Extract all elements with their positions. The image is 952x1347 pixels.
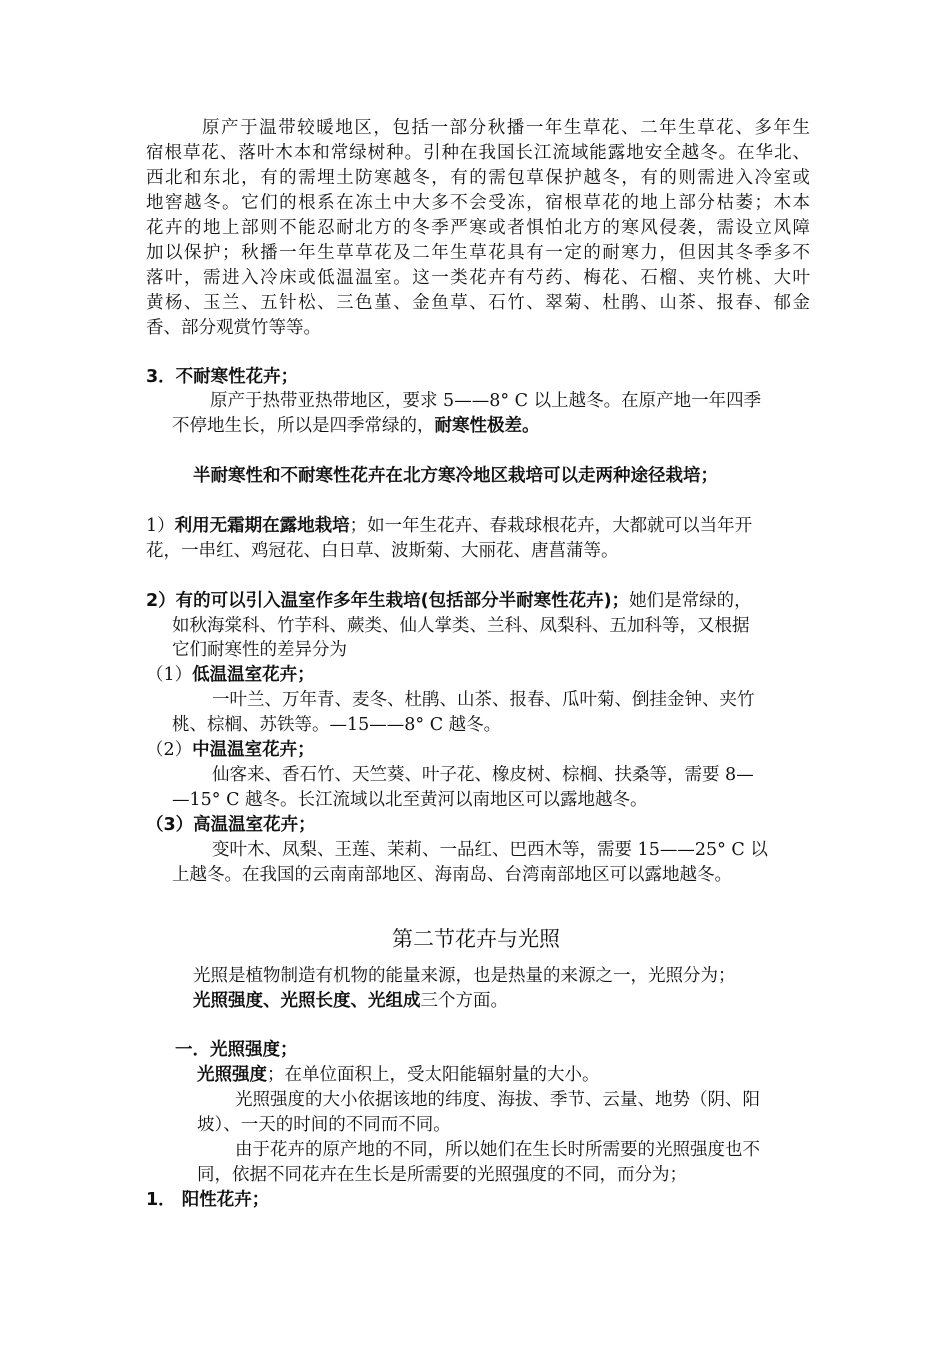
low-greenhouse-line: 桃、棕榈、苏铁等。—15——8° C 越冬。: [172, 715, 502, 735]
light-intensity-definition: 光照强度；在单位面积上，受太阳能辐射量的大小。: [197, 1065, 600, 1085]
heading-sun-plants: 1． 阳性花卉；: [146, 1190, 270, 1210]
cultivation-ways-title: 半耐寒性和不耐寒性花卉在北方寒冷地区栽培可以走两种途径栽培；: [193, 466, 718, 486]
heading-high-greenhouse: （3）高温温室花卉；: [146, 815, 316, 835]
intro-line: 地窖越冬。它们的根系在冻土中大多不会受冻，宿根草花的地上部分枯萎；木本: [146, 193, 810, 213]
light-intro-line: 光照强度、光照长度、光组成三个方面。: [193, 991, 508, 1011]
way1-line: 花，一串红、鸡冠花、白日草、波斯菊、大丽花、唐菖蒲等。: [146, 541, 619, 561]
non-hardy-emphasis: 耐寒性极差。: [434, 416, 540, 436]
mid-greenhouse-line: —15° C 越冬。长江流域以北至黄河以南地区可以露地越冬。: [172, 790, 648, 810]
section-title: 第二节花卉与光照: [392, 927, 560, 951]
intro-line: 西北和东北，有的需埋土防寒越冬，有的需包草保护越冬，有的则需进入冷室或: [146, 168, 810, 188]
intro-line: 落叶，需进入冷床或低温温室。这一类花卉有芍药、梅花、石榴、夹竹桃、大叶: [146, 268, 810, 288]
intro-line: 花卉的地上部则不能忍耐北方的冬季严寒或者惧怕北方的寒风侵袭，需设立风障: [146, 218, 810, 238]
light-aspects-emphasis: 光照强度、光照长度、光组成: [193, 991, 421, 1011]
low-greenhouse-line: 一叶兰、万年青、麦冬、杜鹃、山茶、报春、瓜叶菊、倒挂金钟、夹竹: [212, 690, 755, 710]
high-greenhouse-line: 变叶木、凤梨、王莲、茉莉、一品红、巴西木等，需要 15——25° C 以: [212, 840, 768, 860]
way2-line: 它们耐寒性的差异分为: [172, 640, 347, 660]
heading-light-intensity: 一．光照强度；: [175, 1040, 298, 1060]
way2-line: 2）有的可以引入温室作多年生栽培(包括部分半耐寒性花卉)；她们是常绿的，: [146, 591, 752, 611]
intro-line: 香、部分观赏竹等等。: [146, 318, 321, 338]
non-hardy-line: 原产于热带亚热带地区，要求 5——8° C 以上越冬。在原产地一年四季: [210, 391, 762, 411]
heading-low-greenhouse: （1）低温温室花卉；: [146, 665, 315, 685]
light-intensity-line: 坡）、一天的时间的不同而不同。: [197, 1115, 451, 1135]
light-intensity-line: 同，依据不同花卉在生长是所需要的光照强度的不同，而分为；: [197, 1165, 687, 1185]
heading-mid-greenhouse: （2）中温温室花卉；: [146, 740, 315, 760]
high-greenhouse-line: 上越冬。在我国的云南南部地区、海南岛、台湾南部地区可以露地越冬。: [172, 865, 732, 885]
non-hardy-line: [172, 414, 540, 438]
way1-emphasis: 利用无霜期在露地栽培: [174, 516, 350, 536]
intro-line: 黄杨、玉兰、五针松、三色堇、金鱼草、石竹、翠菊、杜鹃、山茶、报春、郁金: [146, 293, 810, 313]
definition-term: 光照强度: [197, 1065, 267, 1085]
light-intensity-line: 光照强度的大小依据该地的纬度、海拔、季节、云量、地势（阴、阳: [235, 1090, 760, 1110]
mid-greenhouse-line: 仙客来、香石竹、天竺葵、叶子花、橡皮树、棕榈、扶桑等，需要 8—: [212, 765, 754, 785]
light-intro-line: 光照是植物制造有机物的能量来源，也是热量的来源之一，光照分为；: [193, 966, 736, 986]
intro-line: 原产于温带较暖地区，包括一部分秋播一年生草花、二年生草花、多年生: [202, 118, 810, 138]
way1-line: 1）利用无霜期在露地栽培；如一年生花卉、春栽球根花卉，大都就可以当年开: [146, 516, 753, 536]
way2-line: 如秋海棠科、竹芋科、蕨类、仙人掌类、兰科、凤梨科、五加科等，又根据: [172, 616, 750, 636]
light-intensity-line: 由于花卉的原产地的不同，所以她们在生长时所需要的光照强度也不: [235, 1140, 760, 1160]
intro-line: 宿根草花、落叶木本和常绿树种。引种在我国长江流域能露地安全越冬。在华北、: [146, 143, 810, 163]
heading-non-hardy: 3．不耐寒性花卉；: [146, 367, 299, 387]
intro-line: 加以保护；秋播一年生草草花及二年生草花具有一定的耐寒力，但因其冬季多不: [146, 243, 810, 263]
way2-emphasis: 2）有的可以引入温室作多年生栽培(包括部分半耐寒性花卉)；: [146, 591, 630, 611]
non-hardy-text: 不停地生长，所以是四季常绿的，: [172, 416, 435, 436]
